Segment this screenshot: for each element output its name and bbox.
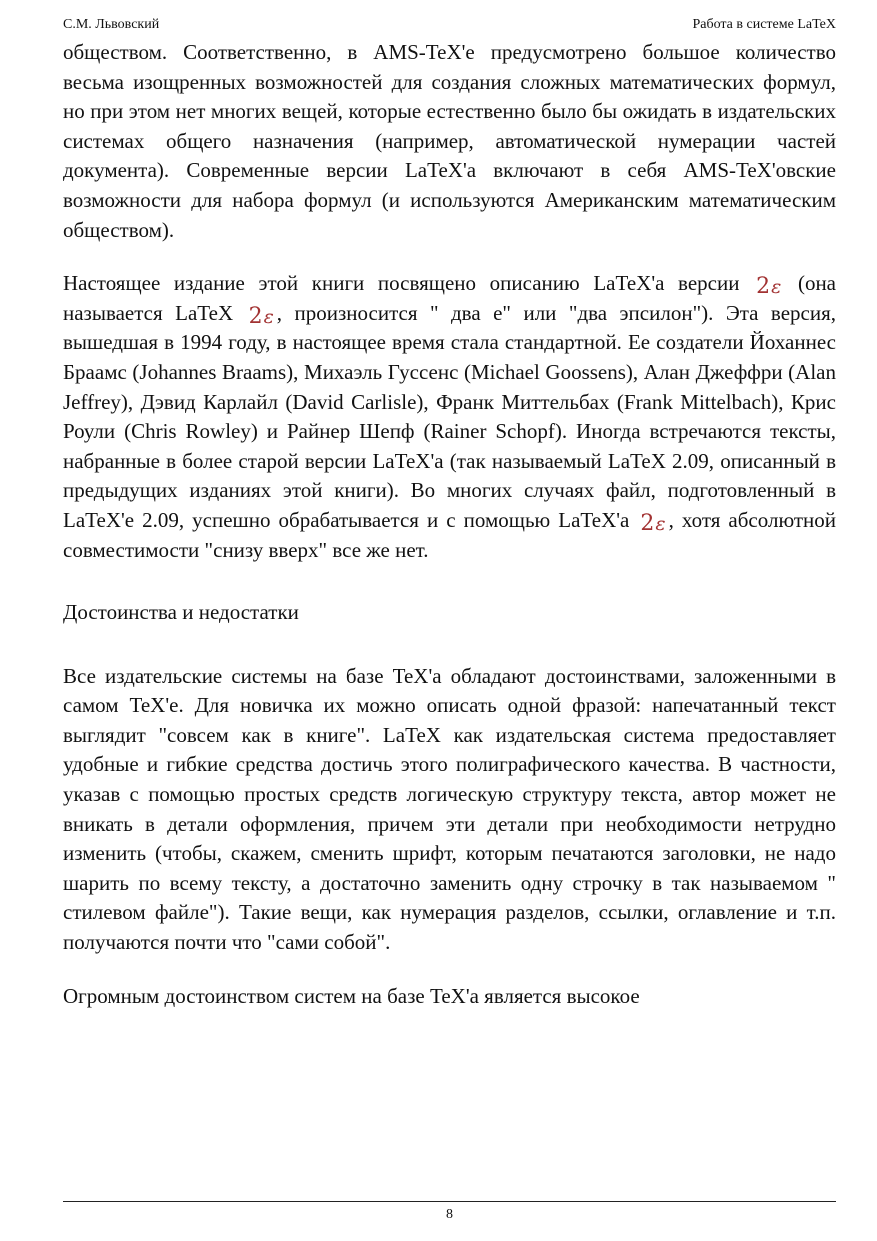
header-author: С.М. Львовский [63,17,160,32]
header-title: Работа в системе LaTeX [692,17,836,32]
paragraph-2 [63,269,836,565]
footer-divider [63,1201,836,1202]
latex2e-logo-icon [637,510,668,536]
logo-digit: 2 [640,510,655,536]
logo-digit: 2 [756,274,771,300]
paragraph-2-part-2: (она называется LaTeX [63,271,837,325]
paragraph-2-part-3: , произносится " два е" или "два эпсилон"). Эта версия, вышедшая в 1994 году, в настоящее время стала стандартной. Ее создатели Йоханнес Браамс (Johannes Braams), Михаэль Гуссенс (Michael Goossens), Алан Джеффри (Alan Jeffrey), Дэвид Карлайл (David Carlisle), Франк Миттельбах (Frank Mittelbach), Крис Роули (Chris Rowley) и Райнер Шепф (Rainer Schopf). Иногда встречаются тексты, набранные в более старой версии LaTeX'a (так называемый LaTeX 2.09, описанный в предыдущих изданиях этой книги). Во многих случаях файл, подготовленный в LaTeX'e 2.09, успешно обрабатывается и с помощью LaTeX'a [63,300,837,532]
document-page [63,0,836,1241]
paragraph-2-part-1: Настоящее издание этой книги посвящено описанию LaTeX'a версии [63,271,740,296]
body-text [63,38,836,1011]
logo-epsilon: ε [263,305,274,328]
paragraph-2-part-4: , хотя абсолютной совместимости "снизу вверх" все же нет. [63,507,837,562]
paragraph-1: обществом. Соответственно, в AMS-TeX'e предусмотрено большое количество весьма изощренных возможностей для создания сложных математических формул, но при этом нет многих вещей, которые естественно было бы ожидать в издательских системах общего назначения (например, автоматической нумерации частей документа). Современные версии LaTeX'a включают в себя AMS-TeX'овские возможности для набора формул (и используются Американским математическим обществом). [63,40,836,242]
paragraph-4: Огромным достоинством систем на базе TeX'a является высокое [63,983,640,1008]
latex2e-logo-icon [246,303,277,329]
latex2e-logo-icon [753,274,784,300]
logo-epsilon: ε [655,512,666,535]
running-header [63,15,836,35]
paragraph-3: Все издательские системы на базе TeX'a обладают достоинствами, заложенными в самом TeX'e. Для новичка их можно описать одной фразой: напечатанный текст выглядит "совсем как в книге". LaTeX как издательская система предоставляет удобные и гибкие средства достичь этого полиграфического качества. В частности, указав с помощью простых средств логическую структуру текста, автор может не вникать в детали оформления, причем эти детали при необходимости нетрудно изменить (чтобы, скажем, сменить шрифт, которым печатаются заголовки, не надо шарить по всему тексту, а достаточно заменить одну строчку в так называемом " стилевом файле"). Такие вещи, как нумерация разделов, ссылки, оглавление и т.п. получаются почти что "сами собой". [63,663,836,955]
logo-digit: 2 [248,303,263,329]
page-number: 8 [446,1207,453,1222]
logo-epsilon: ε [771,276,782,299]
section-heading: Достоинства и недостатки [63,600,299,625]
